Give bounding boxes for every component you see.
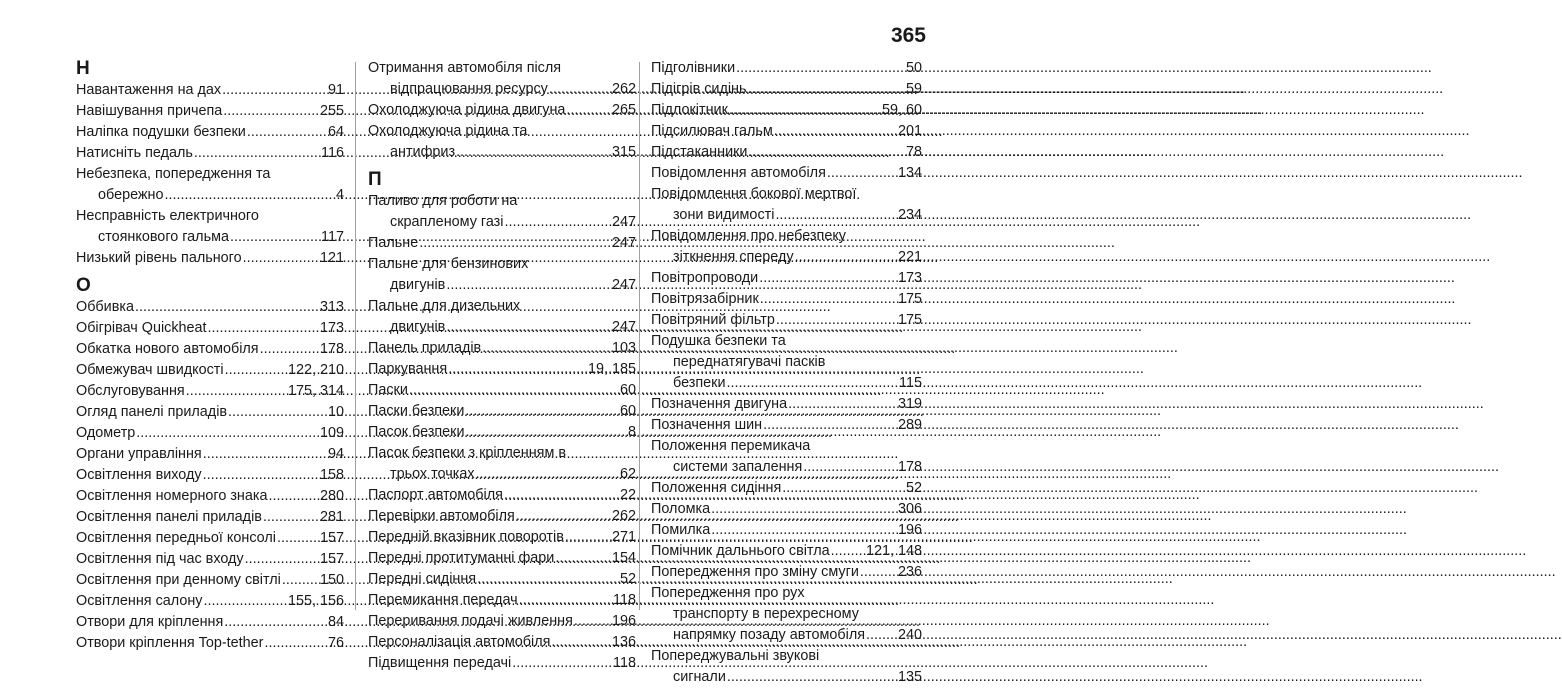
index-entry[interactable] xyxy=(368,422,636,443)
entry-page-ref[interactable]: 280 xyxy=(319,488,344,504)
entry-term: Натисніть педаль xyxy=(76,145,193,161)
entry-page-ref[interactable]: 50 xyxy=(905,60,922,76)
index-entry[interactable] xyxy=(368,485,636,506)
index-entry[interactable] xyxy=(651,394,922,415)
index-entry[interactable] xyxy=(368,527,636,548)
entry-term: Отвори кріплення Top-tether xyxy=(76,635,264,651)
entry-term: скрапленому газі xyxy=(390,214,504,230)
entry-term: Попереджувальні звукові xyxy=(651,648,820,664)
dot-leader xyxy=(775,205,897,226)
index-entry[interactable] xyxy=(651,268,922,289)
entry-term: Пасок безпеки з кріпленням в xyxy=(368,445,567,461)
entry-page-ref[interactable]: 247 xyxy=(611,277,636,293)
dot-leader xyxy=(477,569,619,590)
index-entry[interactable] xyxy=(368,100,636,121)
entry-page-ref[interactable]: 94 xyxy=(327,446,344,462)
entry-term: переднатягувачі пасків xyxy=(673,354,826,370)
entry-term: двигунів xyxy=(390,319,446,335)
index-column-2 xyxy=(368,58,636,671)
index-entry[interactable] xyxy=(76,633,344,654)
index-entry[interactable] xyxy=(651,478,922,499)
index-entry[interactable] xyxy=(76,465,344,486)
dot-leader xyxy=(504,485,619,506)
entry-term: Передній вказівник поворотів xyxy=(368,529,564,545)
dot-leader xyxy=(263,507,319,528)
dot-leader xyxy=(466,422,627,443)
dot-leader xyxy=(245,549,319,570)
dot-leader xyxy=(736,58,905,79)
entry-term: Підігрів сидінь xyxy=(651,81,747,97)
dot-leader xyxy=(260,339,319,360)
entry-term: Освітлення салону xyxy=(76,593,203,609)
entry-page-ref[interactable]: 196 xyxy=(897,522,922,538)
dot-leader xyxy=(549,79,611,100)
entry-page-ref[interactable]: 155, 156 xyxy=(287,593,344,609)
index-entry[interactable] xyxy=(368,548,636,569)
index-entry[interactable] xyxy=(368,359,636,380)
entry-page-ref[interactable]: 265 xyxy=(611,102,636,118)
entry-term: Освітлення панелі приладів xyxy=(76,509,262,525)
entry-page-ref[interactable]: 109 xyxy=(319,425,344,441)
index-entry[interactable] xyxy=(368,254,636,296)
index-entry[interactable] xyxy=(368,233,636,254)
entry-term: Перевірки автомобіля xyxy=(368,508,515,524)
entry-page-ref[interactable]: 4 xyxy=(335,187,344,203)
entry-term: Повітрязабірник xyxy=(651,291,759,307)
index-entry[interactable] xyxy=(651,310,922,331)
index-entry[interactable] xyxy=(368,380,636,401)
entry-page-ref[interactable]: 122, 210 xyxy=(287,362,344,378)
column-divider xyxy=(355,62,356,610)
entry-page-ref[interactable]: 178 xyxy=(897,459,922,475)
dot-leader xyxy=(574,611,611,632)
entry-term: Навантаження на дах xyxy=(76,82,222,98)
entry-page-ref[interactable]: 150 xyxy=(319,572,344,588)
section-letter: П xyxy=(368,169,382,190)
dot-leader xyxy=(247,122,327,143)
entry-page-ref[interactable]: 103 xyxy=(611,340,636,356)
entry-term: Повідомлення автомобіля xyxy=(651,165,826,181)
index-entry[interactable] xyxy=(76,528,344,549)
dot-leader xyxy=(208,318,319,339)
dot-leader xyxy=(565,527,611,548)
dot-leader xyxy=(727,667,897,688)
index-entry[interactable] xyxy=(76,360,344,381)
column-divider xyxy=(639,62,640,610)
entry-page-ref[interactable]: 247 xyxy=(611,319,636,335)
entry-term: Обмежувач швидкості xyxy=(76,362,224,378)
entry-page-ref[interactable]: 59 xyxy=(905,81,922,97)
page-number: 365 xyxy=(890,24,926,47)
dot-leader xyxy=(203,465,319,486)
dot-leader xyxy=(230,227,320,248)
index-entry[interactable] xyxy=(651,142,922,163)
entry-page-ref[interactable]: 262 xyxy=(611,81,636,97)
entry-page-ref[interactable]: 135 xyxy=(897,669,922,685)
entry-page-ref[interactable]: 234 xyxy=(897,207,922,223)
entry-page-ref[interactable]: 52 xyxy=(905,480,922,496)
index-entry[interactable] xyxy=(368,121,636,163)
entry-term: антифриз xyxy=(390,144,456,160)
entry-term: Освітлення виходу xyxy=(76,467,202,483)
entry-term: Підстаканники xyxy=(651,144,748,160)
index-entry[interactable] xyxy=(651,163,922,184)
index-entry[interactable] xyxy=(76,318,344,339)
entry-term: Персоналізація автомобіля xyxy=(368,634,551,650)
dot-leader xyxy=(782,478,905,499)
dot-leader xyxy=(860,562,897,583)
index-entry[interactable] xyxy=(76,339,344,360)
dot-leader xyxy=(774,121,897,142)
dot-leader xyxy=(803,457,897,478)
index-entry[interactable] xyxy=(76,570,344,591)
entry-term: Підлокітник xyxy=(651,102,728,118)
dot-leader xyxy=(456,142,611,163)
entry-term: Позначення шин xyxy=(651,417,763,433)
dot-leader xyxy=(476,464,619,485)
dot-leader xyxy=(711,520,897,541)
dot-leader xyxy=(512,653,612,674)
index-entry[interactable] xyxy=(651,646,922,688)
dot-leader xyxy=(727,373,899,394)
index-entry[interactable] xyxy=(368,401,636,422)
entry-term: Освітлення під час входу xyxy=(76,551,244,567)
dot-leader xyxy=(448,359,587,380)
entry-term: Наліпка подушки безпеки xyxy=(76,124,246,140)
entry-page-ref[interactable]: 306 xyxy=(897,501,922,517)
entry-page-ref[interactable]: 121 xyxy=(319,250,344,266)
dot-leader xyxy=(222,80,327,101)
entry-page-ref[interactable]: 84 xyxy=(327,614,344,630)
dot-leader xyxy=(519,590,612,611)
dot-leader xyxy=(566,100,611,121)
entry-term: двигунів xyxy=(390,277,446,293)
entry-term: Навішування причепа xyxy=(76,103,223,119)
entry-term: Огляд панелі приладів xyxy=(76,404,228,420)
entry-term: Пасок безпеки xyxy=(368,424,465,440)
entry-term: безпеки xyxy=(673,375,726,391)
entry-term: Паливо для роботи на xyxy=(368,193,518,209)
dot-leader xyxy=(243,248,319,269)
dot-leader xyxy=(446,275,611,296)
entry-page-ref[interactable]: 247 xyxy=(611,235,636,251)
entry-term: Подушка безпеки та xyxy=(651,333,786,349)
index-entry[interactable] xyxy=(368,653,636,674)
dot-leader xyxy=(711,499,897,520)
dot-leader xyxy=(135,297,319,318)
index-entry[interactable] xyxy=(651,289,922,310)
index-entry[interactable] xyxy=(368,632,636,653)
dot-leader xyxy=(788,394,897,415)
entry-page-ref[interactable]: 64 xyxy=(327,124,344,140)
entry-page-ref[interactable]: 19, 185 xyxy=(587,361,636,377)
entry-term: Паски xyxy=(368,382,408,398)
entry-term: Пальне xyxy=(368,235,419,251)
index-entry[interactable] xyxy=(651,331,922,394)
entry-term: Повідомлення бокової мертвої xyxy=(651,186,857,202)
entry-term: обережно xyxy=(98,187,164,203)
entry-term: Охолоджуюча рідина двигуна xyxy=(368,102,566,118)
entry-term: транспорту в перехресному xyxy=(673,606,859,622)
entry-term: Небезпека, попередження та xyxy=(76,166,271,182)
dot-leader xyxy=(482,338,611,359)
dot-leader xyxy=(409,380,619,401)
entry-page-ref[interactable]: 52 xyxy=(619,571,636,587)
entry-page-ref[interactable]: 60 xyxy=(619,382,636,398)
entry-term: Освітлення при денному світлі xyxy=(76,572,281,588)
entry-page-ref[interactable]: 221 xyxy=(897,249,922,265)
entry-page-ref[interactable]: 255 xyxy=(319,103,344,119)
index-entry[interactable] xyxy=(368,338,636,359)
entry-page-ref[interactable]: 201 xyxy=(897,123,922,139)
entry-term: Повітряний фільтр xyxy=(651,312,775,328)
index-entry[interactable] xyxy=(651,499,922,520)
index-entry[interactable] xyxy=(368,296,636,338)
index-column-3 xyxy=(651,58,922,685)
entry-term: Пальне для дизельних xyxy=(368,298,521,314)
entry-page-ref[interactable]: 289 xyxy=(897,417,922,433)
entry-page-ref[interactable]: 115 xyxy=(899,375,922,391)
entry-page-ref[interactable]: 175, 314 xyxy=(287,383,344,399)
entry-term: Охолоджуюча рідина та xyxy=(368,123,528,139)
entry-term: Переривання подачі живлення xyxy=(368,613,573,629)
index-entry[interactable] xyxy=(76,507,344,528)
entry-page-ref[interactable]: 78 xyxy=(905,144,922,160)
dot-leader xyxy=(763,415,897,436)
entry-page-ref[interactable]: 22 xyxy=(619,487,636,503)
index-entry[interactable] xyxy=(76,402,344,423)
entry-page-ref[interactable]: 62 xyxy=(619,466,636,482)
entry-page-ref[interactable]: 262 xyxy=(611,508,636,524)
dot-leader xyxy=(186,381,287,402)
entry-term: Положення перемикача xyxy=(651,438,811,454)
index-entry[interactable] xyxy=(76,549,344,570)
entry-page-ref[interactable]: 60 xyxy=(619,403,636,419)
dot-leader xyxy=(223,101,319,122)
entry-page-ref[interactable]: 134 xyxy=(897,165,922,181)
dot-leader xyxy=(827,163,897,184)
entry-term: Повідомлення про небезпеку xyxy=(651,228,846,244)
index-entry[interactable] xyxy=(76,80,344,101)
index-entry[interactable] xyxy=(368,443,636,485)
entry-page-ref[interactable]: 117 xyxy=(321,229,344,245)
entry-page-ref[interactable]: 116 xyxy=(321,145,344,161)
entry-term: Попередження про рух xyxy=(651,585,805,601)
entry-term: Позначення двигуна xyxy=(651,396,788,412)
index-columns xyxy=(70,58,932,685)
index-entry[interactable] xyxy=(368,611,636,632)
dot-leader xyxy=(795,247,897,268)
entry-page-ref[interactable]: 240 xyxy=(897,627,922,643)
entry-term: Освітлення номерного знака xyxy=(76,488,268,504)
entry-term: Отвори для кріплення xyxy=(76,614,224,630)
dot-leader xyxy=(225,360,287,381)
entry-page-ref[interactable]: 173 xyxy=(319,320,344,336)
dot-leader xyxy=(224,612,327,633)
index-entry[interactable] xyxy=(651,184,922,226)
entry-page-ref[interactable]: 91 xyxy=(327,82,344,98)
entry-term: Несправність електричного xyxy=(76,208,259,224)
entry-term: Оббивка xyxy=(76,299,134,315)
entry-term: Передні сидіння xyxy=(368,571,477,587)
dot-leader xyxy=(446,317,611,338)
entry-page-ref[interactable]: 10 xyxy=(327,404,344,420)
entry-term: Помилка xyxy=(651,522,711,538)
dot-leader xyxy=(277,528,319,549)
index-entry[interactable] xyxy=(76,143,344,164)
index-entry[interactable] xyxy=(76,381,344,402)
index-entry[interactable] xyxy=(368,58,636,100)
dot-leader xyxy=(282,570,319,591)
index-entry[interactable] xyxy=(76,486,344,507)
dot-leader xyxy=(760,289,897,310)
entry-term: системи запалення xyxy=(673,459,803,475)
index-entry[interactable] xyxy=(651,562,922,583)
index-entry[interactable] xyxy=(651,58,922,79)
index-entry[interactable] xyxy=(368,569,636,590)
index-entry[interactable] xyxy=(368,191,636,233)
entry-term: Попередження про зміну смуги xyxy=(651,564,859,580)
entry-term: трьох точках xyxy=(390,466,475,482)
index-entry[interactable] xyxy=(76,122,344,143)
entry-page-ref[interactable]: 175 xyxy=(897,312,922,328)
entry-page-ref[interactable]: 313 xyxy=(319,299,344,315)
dot-leader xyxy=(555,548,611,569)
entry-term: Паски безпеки xyxy=(368,403,465,419)
index-entry[interactable] xyxy=(651,415,922,436)
entry-term: Поломка xyxy=(651,501,711,517)
dot-leader xyxy=(228,402,327,423)
dot-leader xyxy=(419,233,611,254)
entry-term: Перемикання передач xyxy=(368,592,518,608)
entry-term: Обкатка нового автомобіля xyxy=(76,341,259,357)
entry-term: сигнали xyxy=(673,669,726,685)
entry-term: Низький рівень пального xyxy=(76,250,242,266)
entry-term: Отримання автомобіля після xyxy=(368,60,562,76)
entry-page-ref[interactable]: 158 xyxy=(319,467,344,483)
entry-term: Пальне для бензинових xyxy=(368,256,529,272)
index-entry[interactable] xyxy=(651,121,922,142)
entry-term: Освітлення передньої консолі xyxy=(76,530,276,546)
entry-term: відпрацювання ресурсу xyxy=(390,81,548,97)
entry-page-ref[interactable]: 59, 60 xyxy=(881,102,922,118)
dot-leader xyxy=(264,633,327,654)
dot-leader xyxy=(194,143,320,164)
dot-leader xyxy=(269,486,319,507)
entry-page-ref[interactable]: 178 xyxy=(319,341,344,357)
entry-term: зони видимості xyxy=(673,207,775,223)
entry-term: Паркування xyxy=(368,361,448,377)
dot-leader xyxy=(831,541,865,562)
dot-leader xyxy=(516,506,611,527)
entry-term: Повітропроводи xyxy=(651,270,759,286)
dot-leader xyxy=(748,142,905,163)
entry-term: Положення сидіння xyxy=(651,480,782,496)
index-entry[interactable] xyxy=(76,248,344,269)
entry-page-ref[interactable]: 196 xyxy=(611,613,636,629)
entry-page-ref[interactable]: 154 xyxy=(611,550,636,566)
index-entry[interactable] xyxy=(76,297,344,318)
dot-leader xyxy=(165,185,335,206)
entry-page-ref[interactable]: 118 xyxy=(613,592,636,608)
entry-page-ref[interactable]: 8 xyxy=(627,424,636,440)
dot-leader xyxy=(204,591,287,612)
entry-term: Панель приладів xyxy=(368,340,482,356)
entry-term: Підсилювач гальм xyxy=(651,123,773,139)
entry-page-ref[interactable]: 136 xyxy=(611,634,636,650)
entry-term: стоянкового гальма xyxy=(98,229,229,245)
entry-page-ref[interactable]: 281 xyxy=(319,509,344,525)
entry-term: зіткнення спереду xyxy=(673,249,794,265)
entry-term: Передні протитуманні фари xyxy=(368,550,555,566)
index-entry[interactable] xyxy=(76,101,344,122)
entry-page-ref[interactable]: 118 xyxy=(613,655,636,671)
entry-term: Помічник дальнього світла xyxy=(651,543,830,559)
index-entry[interactable] xyxy=(76,612,344,633)
entry-page-ref[interactable]: 121, 148 xyxy=(865,543,922,559)
dot-leader xyxy=(866,625,897,646)
entry-term: Паспорт автомобіля xyxy=(368,487,503,503)
section-letter: О xyxy=(76,275,91,296)
entry-term: Одометр xyxy=(76,425,136,441)
section-letter: Н xyxy=(76,58,90,79)
index-entry[interactable] xyxy=(368,590,636,611)
entry-page-ref[interactable]: 315 xyxy=(611,144,636,160)
entry-term: Обслуговування xyxy=(76,383,185,399)
dot-leader xyxy=(504,212,611,233)
index-entry[interactable] xyxy=(651,436,922,478)
index-entry[interactable] xyxy=(76,444,344,465)
dot-leader xyxy=(748,79,905,100)
dot-leader xyxy=(203,444,327,465)
entry-term: Обігрівач Quickheat xyxy=(76,320,207,336)
dot-leader xyxy=(759,268,897,289)
index-entry[interactable] xyxy=(651,79,922,100)
entry-term: напрямку позаду автомобіля xyxy=(673,627,866,643)
entry-term: Підголівники xyxy=(651,60,736,76)
dot-leader xyxy=(136,423,319,444)
entry-page-ref[interactable]: 271 xyxy=(611,529,636,545)
entry-page-ref[interactable]: 236 xyxy=(897,564,922,580)
entry-term: Підвищення передачі xyxy=(368,655,512,671)
index-entry[interactable] xyxy=(76,164,344,206)
index-column-1 xyxy=(76,58,344,651)
index-entry[interactable] xyxy=(76,206,344,248)
dot-leader xyxy=(729,100,881,121)
entry-page-ref[interactable]: 76 xyxy=(327,635,344,651)
entry-page-ref[interactable]: 319 xyxy=(897,396,922,412)
index-entry[interactable] xyxy=(651,583,922,646)
index-entry[interactable] xyxy=(76,591,344,612)
entry-page-ref[interactable]: 173 xyxy=(897,270,922,286)
entry-page-ref[interactable]: 157 xyxy=(319,551,344,567)
entry-page-ref[interactable]: 247 xyxy=(611,214,636,230)
dot-leader xyxy=(465,401,619,422)
index-entry[interactable] xyxy=(651,100,922,121)
entry-page-ref[interactable]: 157 xyxy=(319,530,344,546)
index-entry[interactable] xyxy=(76,423,344,444)
dot-leader xyxy=(776,310,897,331)
index-entry[interactable] xyxy=(651,541,922,562)
entry-page-ref[interactable]: 175 xyxy=(897,291,922,307)
index-entry[interactable] xyxy=(651,226,922,268)
entry-term: Органи управління xyxy=(76,446,202,462)
index-entry[interactable] xyxy=(368,506,636,527)
dot-leader xyxy=(551,632,611,653)
index-entry[interactable] xyxy=(651,520,922,541)
